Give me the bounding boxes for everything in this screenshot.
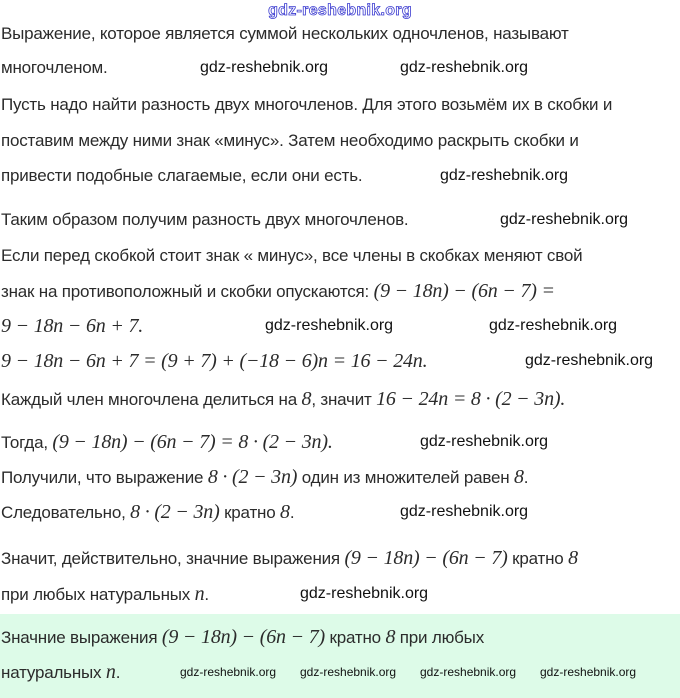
text-segment: поставим между ними знак «минус». Затем необходимо раскрыть скобки и bbox=[1, 131, 579, 150]
watermark: gdz-reshebnik.org bbox=[540, 665, 637, 679]
watermark: gdz-reshebnik.org bbox=[265, 317, 394, 334]
text-line bbox=[1, 280, 555, 303]
math-expression: 16 − 24n = 8 · (2 − 3n). bbox=[376, 388, 566, 410]
math-expression: 8 · (2 − 3n) bbox=[207, 466, 298, 488]
math-expression: (9 − 18n) − (6n − 7) = bbox=[373, 280, 555, 302]
text-segment: Тогда, bbox=[1, 433, 53, 452]
text-segment: . bbox=[115, 663, 121, 682]
text-segment: Следовательно, bbox=[1, 503, 131, 522]
watermark: gdz-reshebnik.org bbox=[200, 59, 329, 76]
math-expression: 8 bbox=[513, 466, 524, 488]
math-expression: 8 bbox=[301, 388, 312, 410]
answer-line bbox=[1, 626, 484, 649]
watermark: gdz-reshebnik.org bbox=[489, 317, 618, 334]
math-expression: 8 · (2 − 3n) bbox=[130, 501, 220, 523]
text-line bbox=[1, 245, 582, 267]
math-expression: 9 − 18n − 6n + 7 = (9 + 7) + (−18 − 6)n = 16 − 24n. bbox=[1, 350, 428, 372]
text-segment: , значит bbox=[311, 390, 377, 409]
text-segment: один из множителей равен bbox=[297, 468, 514, 487]
text-line bbox=[1, 130, 579, 152]
text-segment: . bbox=[204, 585, 209, 604]
text-line bbox=[1, 466, 528, 489]
math-expression: 8 bbox=[568, 547, 578, 569]
text-segment: . bbox=[523, 468, 529, 487]
text-segment: привести подобные слагаемые, если они есть. bbox=[1, 166, 363, 185]
text-line bbox=[1, 501, 294, 524]
text-segment: знак на противоположный и скобки опускаются: bbox=[1, 282, 374, 301]
text-segment: Выражение, которое является суммой нескольких одночленов, называют bbox=[1, 24, 569, 43]
text-segment: Если перед скобкой стоит знак « минус», все члены в скобках меняют свой bbox=[1, 246, 583, 265]
text-line bbox=[1, 209, 408, 231]
text-segment: при любых bbox=[395, 628, 484, 647]
text-segment: многочленом. bbox=[1, 58, 108, 77]
text-line bbox=[1, 94, 612, 116]
watermark: gdz-reshebnik.org bbox=[440, 167, 569, 184]
text-segment: . bbox=[289, 503, 295, 522]
math-expression: (9 − 18n) − (6n − 7) bbox=[161, 626, 325, 648]
text-segment: кратно bbox=[507, 549, 569, 568]
watermark-top: gdz-reshebnik.org bbox=[268, 2, 412, 19]
math-expression: 8 bbox=[385, 626, 396, 648]
text-line bbox=[1, 583, 209, 606]
watermark: gdz-reshebnik.org bbox=[300, 585, 429, 602]
text-segment: кратно bbox=[219, 503, 280, 522]
text-segment: Каждый член многочлена делиться на bbox=[1, 390, 302, 409]
math-expression: n bbox=[194, 583, 205, 605]
math-expression: (9 − 18n) − (6n − 7) = 8 · (2 − 3n). bbox=[52, 431, 333, 453]
text-line bbox=[1, 23, 569, 45]
watermark: gdz-reshebnik.org bbox=[300, 665, 397, 679]
watermark: gdz-reshebnik.org bbox=[525, 352, 654, 369]
watermark: gdz-reshebnik.org bbox=[500, 211, 629, 228]
text-line bbox=[1, 431, 333, 454]
text-segment: Пусть надо найти разность двух многочленов. Для этого возьмём их в скобки и bbox=[1, 95, 613, 114]
text-line bbox=[1, 165, 362, 187]
text-segment: Таким образом получим разность двух многочленов. bbox=[1, 210, 409, 229]
answer-line bbox=[1, 661, 120, 684]
text-segment: Значит, действительно, значние выражения bbox=[1, 549, 345, 568]
math-expression: n bbox=[105, 661, 116, 683]
watermark: gdz-reshebnik.org bbox=[420, 433, 549, 450]
math-expression: 8 bbox=[280, 501, 290, 523]
watermark: gdz-reshebnik.org bbox=[400, 503, 529, 520]
text-segment: при любых натуральных bbox=[1, 585, 195, 604]
watermark: gdz-reshebnik.org bbox=[400, 59, 529, 76]
text-line bbox=[1, 547, 578, 570]
text-segment: кратно bbox=[325, 628, 386, 647]
text-line bbox=[1, 388, 565, 411]
text-segment: Значние выражения bbox=[1, 628, 162, 647]
watermark: gdz-reshebnik.org bbox=[180, 665, 277, 679]
watermark: gdz-reshebnik.org bbox=[420, 665, 517, 679]
math-expression: 9 − 18n − 6n + 7. bbox=[1, 315, 144, 337]
text-line bbox=[1, 350, 427, 373]
text-line bbox=[1, 57, 108, 79]
text-segment: Получили, что выражение bbox=[1, 468, 208, 487]
text-segment: натуральных bbox=[1, 663, 106, 682]
text-line bbox=[1, 315, 143, 338]
math-expression: (9 − 18n) − (6n − 7) bbox=[344, 547, 508, 569]
